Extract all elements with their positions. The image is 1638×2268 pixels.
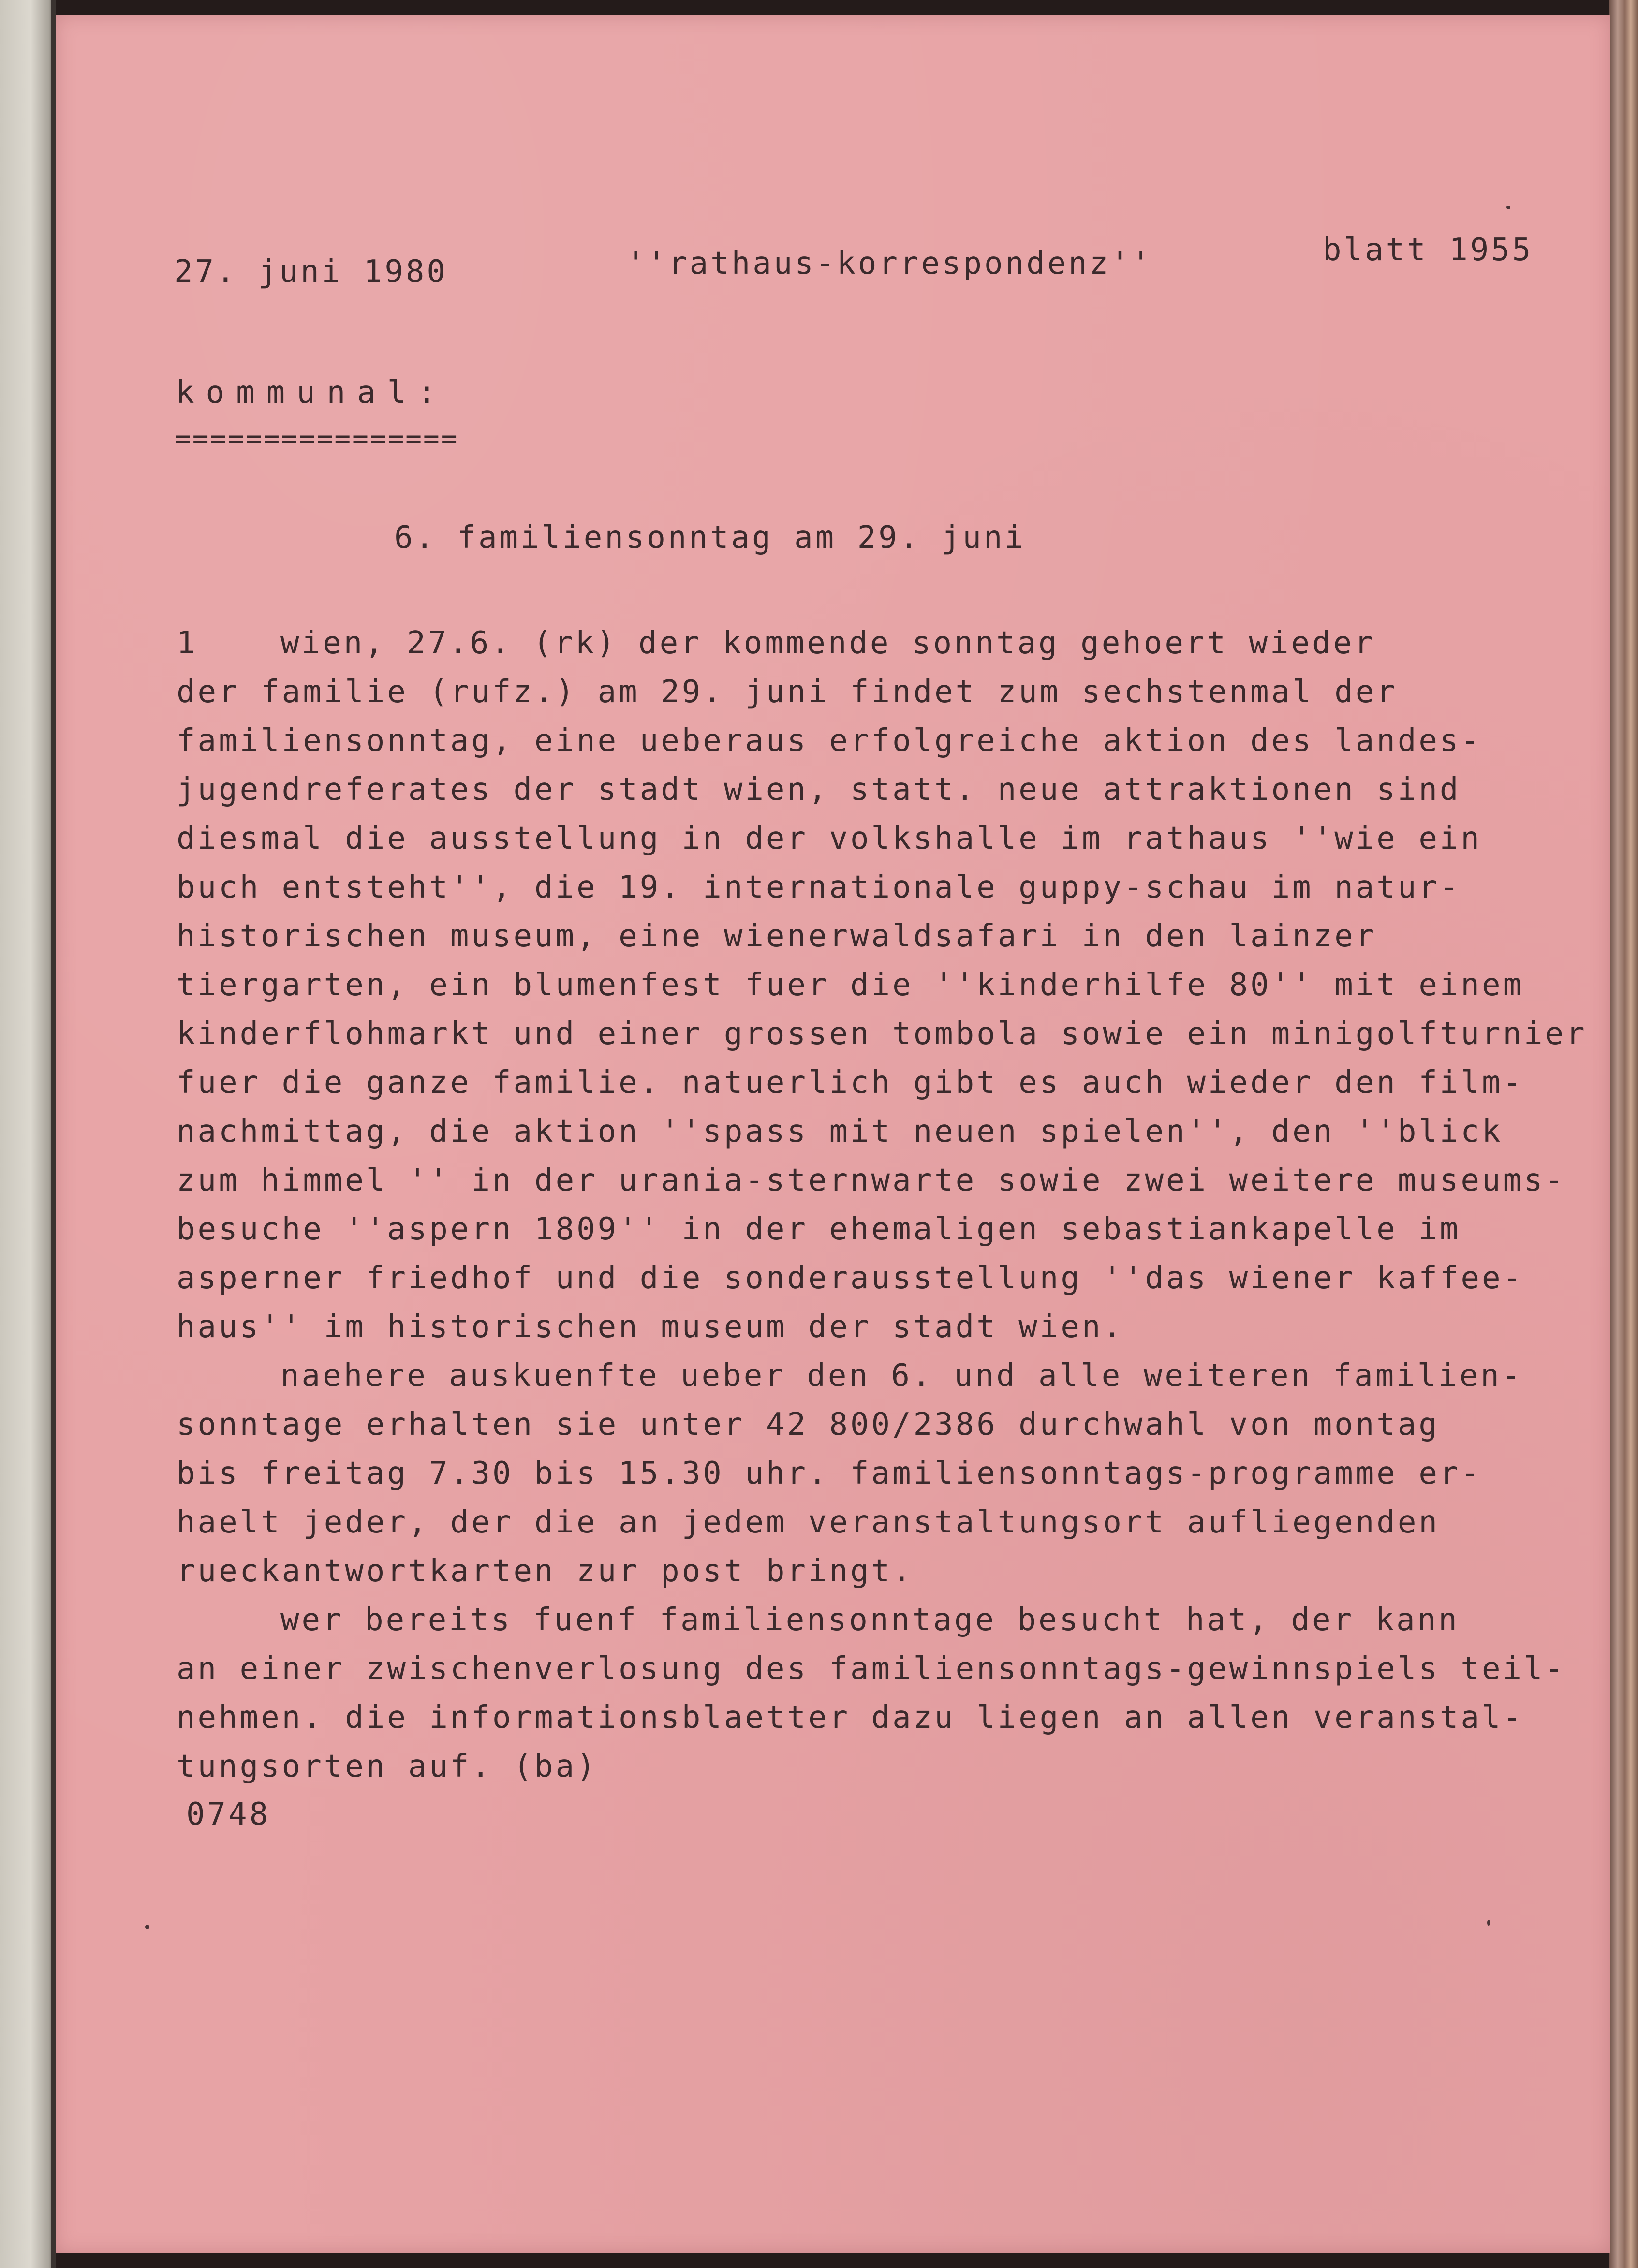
article-line: tungsorten auf. (ba) xyxy=(177,1749,598,1784)
article-line: zum himmel '' in der urania-sternwarte sowie zwei weitere museums- xyxy=(177,1163,1566,1198)
section-underline: ================ xyxy=(175,423,459,455)
header-publication: ''rathaus-korrespondenz'' xyxy=(626,246,1153,281)
paper-speck xyxy=(1506,206,1510,209)
article-line: kinderflohmarkt und einer grossen tombola sowie ein minigolfturnier xyxy=(177,1016,1587,1052)
article-line: historischen museum, eine wienerwaldsafari in den lainzer xyxy=(177,918,1377,954)
header-sheet-number: blatt 1955 xyxy=(1323,232,1534,268)
article-line: buch entsteht'', die 19. internationale guppy-schau im natur- xyxy=(177,869,1461,905)
paper-speck xyxy=(145,1925,149,1929)
article-line: naehere auskuenfte ueber den 6. und alle weiteren familien- xyxy=(280,1358,1523,1394)
article-line: asperner friedhof und die sonderausstellung ''das wiener kaffee- xyxy=(177,1260,1524,1296)
article-line: nehmen. die informationsblaetter dazu liegen an allen veranstal- xyxy=(177,1700,1524,1736)
binding-edge xyxy=(0,0,56,2268)
article-line: haus'' im historischen museum der stadt wien. xyxy=(177,1309,1124,1345)
article-line: diesmal die ausstellung in der volkshalle im rathaus ''wie ein xyxy=(177,821,1482,856)
article-line: an einer zwischenverlosung des familiensonntags-gewinnspiels teil- xyxy=(177,1651,1566,1687)
article-title: 6. familiensonntag am 29. juni xyxy=(394,520,1026,556)
article-line: der familie (rufz.) am 29. juni findet zum sechstenmal der xyxy=(177,674,1398,710)
article-line: jugendreferates der stadt wien, statt. neue attraktionen sind xyxy=(177,772,1461,808)
article-line: tiergarten, ein blumenfest fuer die ''kinderhilfe 80'' mit einem xyxy=(177,967,1524,1003)
article-line: sonntage erhalten sie unter 42 800/2386 durchwahl von montag xyxy=(177,1407,1440,1443)
article-code: 0748 xyxy=(186,1797,271,1832)
paper-speck xyxy=(1487,1920,1490,1926)
document-page xyxy=(56,15,1610,2253)
article-line: fuer die ganze familie. natuerlich gibt es auch wieder den film- xyxy=(177,1065,1524,1101)
article-line: rueckantwortkarten zur post bringt. xyxy=(177,1553,914,1589)
article-line: besuche ''aspern 1809'' in der ehemaligen sebastiankapelle im xyxy=(177,1211,1461,1247)
article-line: haelt jeder, der die an jedem veranstaltungsort aufliegenden xyxy=(177,1504,1440,1540)
article-number: 1 xyxy=(177,625,198,661)
section-label: kommunal: xyxy=(176,375,448,411)
article-line: nachmittag, die aktion ''spass mit neuen spielen'', den ''blick xyxy=(177,1114,1503,1149)
page-stack-edge xyxy=(1609,0,1638,2268)
article-body xyxy=(177,619,1603,1791)
header-date: 27. juni 1980 xyxy=(174,254,448,290)
article-line: bis freitag 7.30 bis 15.30 uhr. familiensonntags-programme er- xyxy=(177,1456,1482,1491)
article-line: familiensonntag, eine ueberaus erfolgreiche aktion des landes- xyxy=(177,723,1482,759)
article-line: wer bereits fuenf familiensonntage besucht hat, der kann xyxy=(280,1602,1460,1638)
article-line: 1 wien, 27.6. (rk) der kommende sonntag gehoert wieder xyxy=(177,619,1603,668)
